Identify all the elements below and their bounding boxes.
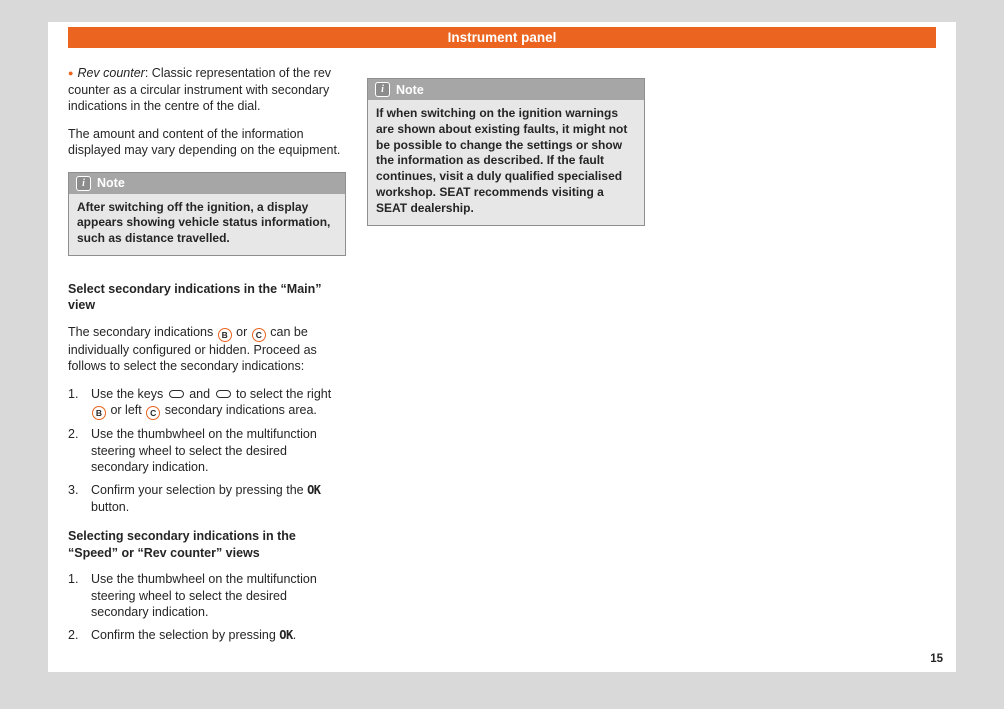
ref-c-badge: C [252,328,266,342]
list-text: Use the thumbwheel on the multifunction steering wheel to select the desired secondary indication. [91,572,317,620]
subheading-main-view: Select secondary indications in the “Main” view [68,281,322,313]
list-number: 2. [68,627,79,642]
text-part: Use the keys [91,386,167,401]
left-arrow-key-icon [169,390,184,398]
note-header [69,173,345,194]
left-column [68,65,346,655]
rev-counter-text: : Classic representation of the rev counter as a circular instrument with secondary indications in the centre of the dial. [68,66,332,113]
info-icon: i [76,176,91,191]
content-columns [68,65,936,655]
list-text [91,627,346,644]
text-part: or left [107,403,146,418]
text-part: secondary indications area. [161,403,317,418]
note-header [368,79,644,100]
ref-c-badge: C [146,406,160,420]
text-part: to select the right [232,386,332,401]
text-part: . [292,627,297,642]
page-number: 15 [930,653,943,665]
list-item [68,571,346,621]
bullet-icon: ● [68,68,74,78]
text-part: button. [91,499,130,514]
list-item [68,386,346,421]
list-number: 3. [68,482,79,497]
section-header [68,27,936,48]
secondary-indications-paragraph [68,324,346,375]
list-number: 1. [68,386,79,401]
list-number: 1. [68,572,79,587]
list-item [68,426,346,476]
note-box-ignition-off [68,172,346,256]
steps-list-main-view [68,386,346,515]
equipment-paragraph: The amount and content of the information displayed may vary depending on the equipment. [68,126,341,157]
text-part: Confirm your selection by pressing the [91,482,308,497]
ref-b-badge: B [92,406,106,420]
note-body: If when switching on the ignition warnings are shown about existing faults, it might not be possible to change the settings or show the information as described. If the fault continues, visit a duly qualified specialised workshop. SEAT recommends visiting a SEAT dealership. [368,100,644,225]
steps-list-other-views [68,571,346,643]
rev-counter-paragraph [68,65,346,115]
note-title: Note [396,82,424,97]
right-column [367,65,645,655]
manual-page [48,22,956,672]
list-text: Use the thumbwheel on the multifunction steering wheel to select the desired secondary indication. [91,427,317,475]
info-icon: i [375,82,390,97]
text-part: can be individually configured or hidden. Proceed as follows to select the secondary indications: [68,324,317,374]
text-part: The secondary indications [68,324,217,339]
list-number: 2. [68,427,79,442]
text-part: or [232,324,251,339]
text-part: Confirm the selection by pressing [91,627,280,642]
ok-button-glyph: OK [307,482,321,497]
list-item [68,627,346,644]
text-part: and [185,386,214,401]
subheading-speed-revcounter-views: Selecting secondary indications in the “Speed” or “Rev counter” views [68,529,296,560]
note-box-ignition-warnings [367,78,645,226]
list-text [91,482,346,515]
rev-counter-term: Rev counter [77,66,145,80]
ok-button-glyph: OK [279,627,293,642]
note-body: After switching off the ignition, a display appears showing vehicle status information, such as distance travelled. [69,194,345,255]
ref-b-badge: B [218,328,232,342]
list-text [91,386,346,421]
list-item [68,482,346,515]
section-title: Instrument panel [447,30,557,45]
note-title: Note [97,176,125,190]
right-arrow-key-icon [216,390,231,398]
